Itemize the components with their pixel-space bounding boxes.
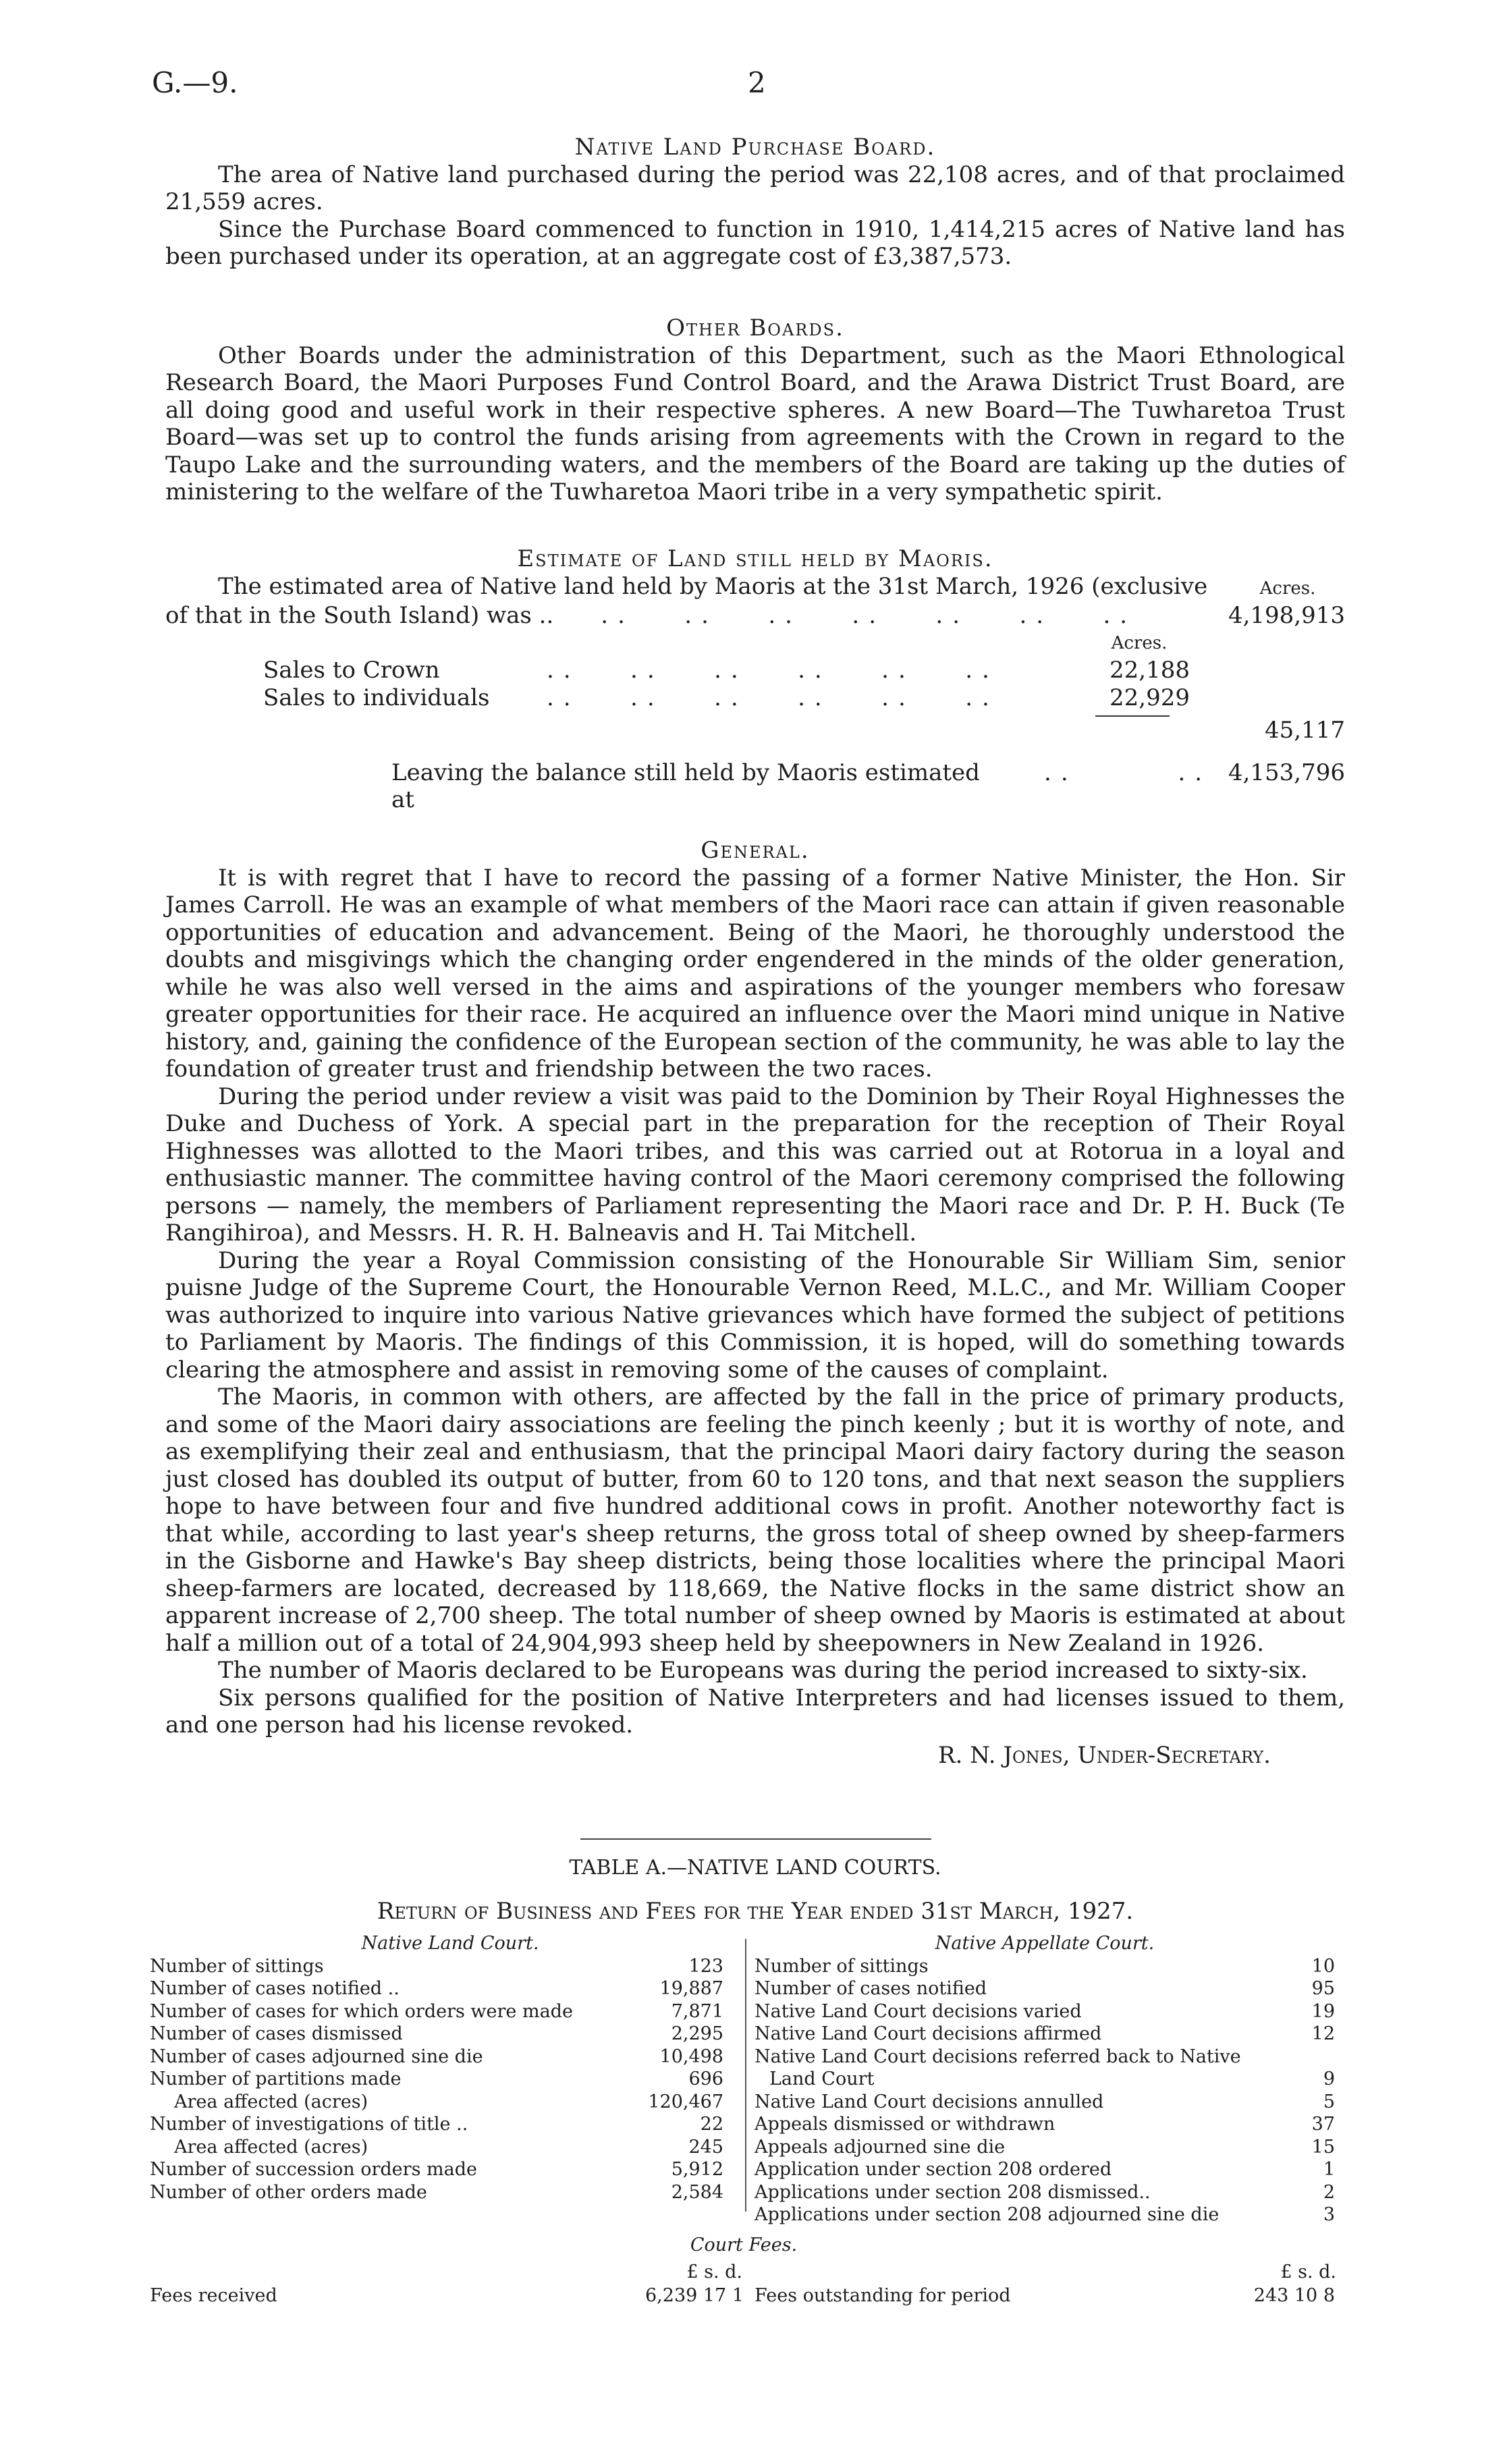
table-row: Number of cases dismissed 2,295	[150, 2023, 723, 2044]
sales-total: 45,117	[1265, 717, 1345, 744]
fees-received-label: Fees received	[150, 2285, 277, 2306]
table-row: Number of sittings 123	[150, 1955, 723, 1977]
sales-label: Sales to Crown	[263, 657, 440, 684]
total-acres: 4,198,913	[1228, 602, 1345, 629]
paragraph: The number of Maoris declared to be Europeans was during the period increased to sixty-six.	[218, 1657, 1308, 1684]
paragraph: The area of Native land purchased during the period was 22,108 acres, and of that proclaimed 21,559 acres.	[165, 161, 1345, 215]
table-row: Appeals dismissed or withdrawn 37	[755, 2114, 1335, 2135]
fees-received-row	[150, 2284, 744, 2307]
native-land-court-table	[150, 1932, 723, 2203]
paragraph: During the year a Royal Commission consisting of the Honourable Sir William Sim, senior puisne Judge of the Supreme Court, the Honourable Vernon Reed, M.L.C., and Mr. William Cooper was authorized to inquire into various Native grievances which have formed the subject of petitions to Parliament by Maoris. The findings of this Commission, it is hoped, will do something towards clearing the atmosphere and assist in removing some of the causes of complaint.	[165, 1247, 1345, 1384]
leader-dots: .. .. .. .. .. .. ..	[601, 602, 1137, 629]
section-heading: General.	[701, 837, 810, 864]
table-row: Number of cases adjourned sine die 10,498	[150, 2046, 723, 2067]
table-row: Native Land Court decisions affirmed 12	[755, 2023, 1335, 2044]
balance-label: Leaving the balance still held by Maoris estimated at	[391, 759, 980, 813]
sales-value: 22,929	[1109, 684, 1190, 711]
section-heading: Estimate of Land still held by Maoris.	[517, 545, 993, 572]
document-reference: G.—9.	[152, 66, 238, 99]
paragraph: Other Boards under the administration of this Department, such as the Maori Ethnological Research Board, the Maori Purposes Fund Control Board, and the Arawa District Trust Board, are all doing good and useful work in their respective spheres. A new Board—The Tuwharetoa Trust Board—was set up to control the funds arising from agreements with the Crown in regard to the Taupo Lake and the surrounding waters, and the members of the Board are taking up the duties of ministering to the welfare of the Tuwharetoa Maori tribe in a very sympathetic spirit.	[165, 341, 1345, 505]
table-row: Appeals adjourned sine die 15	[755, 2136, 1335, 2158]
table-row: Number of partitions made 696	[150, 2069, 723, 2089]
table-row: Number of cases notified 95	[755, 1978, 1335, 1999]
table-row: Number of other orders made 2,584	[150, 2181, 723, 2203]
table-a-title: TABLE A.—NATIVE LAND COURTS.	[569, 1856, 941, 1880]
table-row: Applications under section 208 adjourned sine die 3	[755, 2204, 1335, 2225]
section-other-boards	[165, 314, 1345, 506]
paragraph: It is with regret that I have to record the passing of a former Native Minister, the Hon. Sir James Carroll. He was an example of what members of the Maori race can attain if given reasonable opportunities of education and advancement. Being of the Maori, he thoroughly understood the doubts and misgivings which the changing order engendered in the minds of the older generation, while he was also well versed in the aims and aspirations of the younger members who foresaw greater opportunities for their race. He acquired an influence over the Maori mind unique in Native history, and, gaining the confidence of the European section of the community, he was able to lay the foundation of greater trust and friendship between the two races.	[165, 864, 1345, 1083]
section-heading: Other Boards.	[666, 314, 844, 341]
table-row: Application under section 208 ordered 1	[755, 2159, 1335, 2180]
sales-label: Sales to individuals	[263, 684, 490, 711]
paragraph: Since the Purchase Board commenced to function in 1910, 1,414,215 acres of Native land has been purchased under its operation, at an aggregate cost of £3,387,573.	[165, 215, 1345, 270]
page-number: 2	[748, 66, 766, 99]
estimate-intro-line: The estimated area of Native land held by Maoris at the 31st March, 1926 (exclusive	[218, 572, 1208, 600]
table-row: Native Land Court decisions varied 19	[755, 2000, 1335, 2022]
section-heading: Native Land Purchase Board.	[574, 134, 936, 161]
table-row: Applications under section 208 dismissed.. 2	[755, 2181, 1335, 2203]
table-row: Native Land Court decisions annulled 5	[755, 2091, 1335, 2112]
sales-value: 22,188	[1109, 657, 1190, 684]
column-divider	[745, 1939, 746, 2212]
paragraph: Six persons qualified for the position of Native Interpreters and had licenses issued to them, and one person had his license revoked.	[165, 1684, 1345, 1739]
estimate-intro-line: of that in the South Island) was ..	[165, 602, 554, 629]
table-row: Number of sittings 10	[755, 1955, 1335, 1977]
table-row: Number of cases notified .. 19,887	[150, 1978, 723, 1999]
table-row: Area affected (acres) 245	[174, 2136, 723, 2158]
table-row: Number of cases for which orders were made 7,871	[150, 2000, 723, 2022]
table-row: Number of investigations of title .. 22	[150, 2114, 723, 2135]
section-estimate: Estimate of Land still held by Maoris. The estimated area of Native land held by Maoris at the 31st March, 1926 (exclusive Acres. of that in the South Island) was .. .. .. .. .. .. .. .. 4,198,913 Acres. Sales to Crown .. .. .. .. .. .. 22,188 Sales to individuals .. .. .. .. .. .. 22,929 45,117 Leaving the balance still held by Maoris estimated at .. .. 4,153,796	[165, 545, 1345, 813]
table-row: Land Court 9	[769, 2069, 1335, 2089]
fees-outstanding-label: Fees outstanding for period	[755, 2285, 1011, 2306]
paragraph: The Maoris, in common with others, are affected by the fall in the price of primary products, and some of the Maori dairy associations are feeling the pinch keenly ; but it is worthy of note, and as exemplifying their zeal and enthusiasm, that the principal Maori dairy factory during the season just closed has doubled its output of butter, from 60 to 120 tons, and that next season the suppliers hope to have between four and five hundred additional cows in profit. Another noteworthy fact is that while, according to last year's sheep returns, the gross total of sheep owned by sheep-farmers in the Gisborne and Hawke's Bay sheep districts, being those localities where the principal Maori sheep-farmers are located, decreased by 118,669, the Native flocks in the same district show an apparent increase of 2,700 sheep. The total number of sheep owned by Maoris is estimated at about half a million out of a total of 24,904,993 sheep held by sheepowners in New Zealand in 1926.	[165, 1384, 1345, 1657]
currency-header: £ s. d.	[686, 2262, 742, 2282]
table-heading: Native Appellate Court.	[935, 1933, 1155, 1954]
paragraph: During the period under review a visit was paid to the Dominion by Their Royal Highnesses the Duke and Duchess of York. A special part in the preparation for the reception of Their Royal Highnesses was allotted to the Maori tribes, and this was carried out at Rotorua in a loyal and enthusiastic manner. The committee having control of the Maori ceremony comprised the following persons — namely, the members of Parliament representing the Maori race and Dr. P. H. Buck (Te Rangihiroa), and Messrs. H. R. H. Balneavis and H. Tai Mitchell.	[165, 1083, 1345, 1247]
section-general	[165, 837, 1345, 1769]
table-heading: Native Land Court.	[361, 1933, 539, 1954]
table-row: Area affected (acres) 120,467	[174, 2091, 723, 2112]
court-fees-heading: Court Fees.	[690, 2235, 798, 2255]
section-divider	[580, 1838, 931, 1840]
acres-header: Acres.	[1259, 578, 1316, 599]
table-a-subtitle: Return of Business and Fees for the Year ended 31st March, 1927.	[377, 1898, 1134, 1925]
table-row: Number of succession orders made 5,912	[150, 2159, 723, 2180]
section-native-land-purchase-board	[165, 134, 1345, 271]
sum-rule	[1095, 715, 1170, 717]
sub-acres-header: Acres.	[1111, 632, 1168, 653]
fees-received-value: 6,239 17 1	[645, 2285, 744, 2306]
currency-header: £ s. d.	[1280, 2262, 1336, 2282]
signature: R. N. Jones, Under-Secretary.	[937, 1741, 1271, 1769]
fees-outstanding-row	[755, 2284, 1335, 2307]
table-row: Native Land Court decisions referred back to Native	[755, 2046, 1241, 2067]
balance-value: 4,153,796	[1228, 759, 1345, 786]
native-appellate-court-table	[755, 1932, 1335, 2226]
fees-outstanding-value: 243 10 8	[1253, 2285, 1335, 2306]
